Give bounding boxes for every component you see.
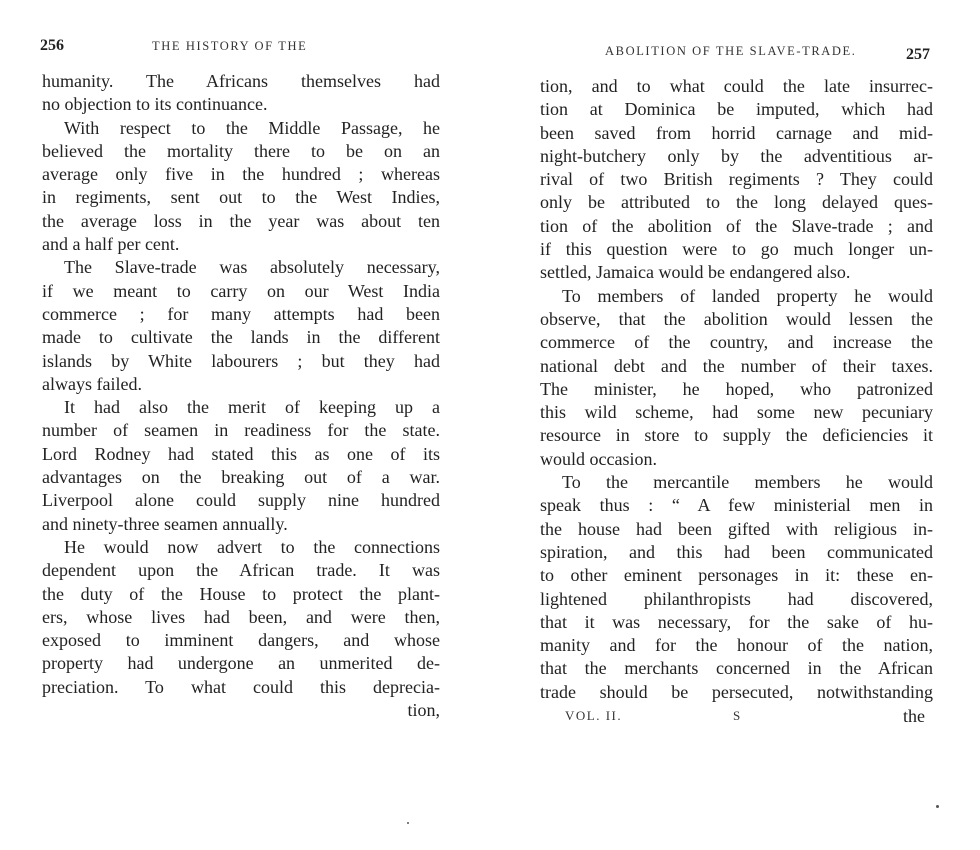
text-line: islands by White labourers ; but they had: [42, 350, 440, 371]
text-line: only be attributed to the long delayed ques-: [540, 192, 933, 213]
text-line: speak thus : “ A few ministerial men in: [540, 495, 933, 516]
text-line: that it was necessary, for the sake of hu-: [540, 611, 933, 632]
text-line: With respect to the Middle Passage, he: [64, 117, 440, 138]
text-line: settled, Jamaica would be endangered also.: [540, 262, 851, 283]
text-line: the house had been gifted with religious in-: [540, 518, 933, 539]
text-line: tion of the abolition of the Slave-trade ; and: [540, 215, 933, 236]
right-running-head: ABOLITION OF THE SLAVE-TRADE.: [605, 44, 857, 58]
left-page-number: 256: [40, 37, 64, 54]
text-line: advantages on the breaking out of a war.: [42, 467, 440, 488]
right-page: [490, 0, 980, 850]
text-line: The minister, he hoped, who patronized: [540, 378, 933, 399]
text-line: been saved from horrid carnage and mid-: [540, 122, 933, 143]
text-line: national debt and the number of their taxes.: [540, 355, 933, 376]
text-line: that the merchants concerned in the African: [540, 658, 933, 679]
text-line: rival of two British regiments ? They could: [540, 169, 933, 190]
text-line: Liverpool alone could supply nine hundred: [42, 490, 440, 511]
text-line: observe, that the abolition would lessen the: [540, 308, 933, 329]
text-line: average only five in the hundred ; whereas: [42, 164, 440, 185]
text-line: ers, whose lives had been, and were then,: [42, 606, 440, 627]
text-line: It had also the merit of keeping up a: [64, 397, 440, 418]
text-line: believed the mortality there to be on an: [42, 140, 440, 161]
paper-speck: [936, 805, 939, 808]
text-line: in regiments, sent out to the West Indies,: [42, 187, 440, 208]
text-line: to other eminent personages in it: these en-: [540, 565, 933, 586]
text-line: this wild scheme, had some new pecuniary: [540, 402, 933, 423]
text-line: lightened philanthropists had discovered,: [540, 588, 933, 609]
text-line: if we meant to carry on our West India: [42, 280, 440, 301]
text-line: manity and for the honour of the nation,: [540, 635, 933, 656]
text-line: humanity. The Africans themselves had: [42, 71, 440, 91]
text-line: exposed to imminent dangers, and whose: [42, 630, 440, 651]
left-running-head: THE HISTORY OF THE: [152, 39, 308, 53]
text-line: and a half per cent.: [42, 234, 180, 255]
text-line: always failed.: [42, 373, 142, 394]
text-line: spiration, and this had been communicated: [540, 541, 933, 562]
signature-mark-volume: VOL. II.: [565, 708, 623, 723]
text-line: number of seamen in readiness for the state.: [42, 420, 440, 441]
text-line: and ninety-three seamen annually.: [42, 513, 288, 534]
signature-mark: S: [733, 708, 742, 723]
right-body-text: [540, 75, 933, 704]
text-line: dependent upon the African trade. It was: [42, 560, 440, 581]
text-line: the duty of the House to protect the plant-: [42, 583, 440, 604]
text-line: commerce of the country, and increase the: [540, 332, 933, 353]
text-line: trade should be persecuted, notwithstanding: [540, 681, 933, 702]
text-line: He would now advert to the connections: [64, 536, 440, 557]
right-page-number: 257: [906, 46, 930, 63]
text-line: made to cultivate the lands in the different: [42, 327, 440, 348]
text-line: resource in store to supply the deficiencies it: [540, 425, 933, 446]
left-body-text: [42, 70, 440, 722]
text-line: To members of landed property he would: [562, 285, 933, 306]
text-line: tion, and to what could the late insurrec-: [540, 76, 933, 96]
paper-speck: [407, 822, 409, 824]
text-line: preciation. To what could this deprecia-: [42, 676, 440, 697]
text-line: To the mercantile members he would: [562, 472, 933, 493]
text-line: would occasion.: [540, 448, 657, 469]
text-line: The Slave-trade was absolutely necessary,: [64, 257, 440, 278]
text-line: the average loss in the year was about ten: [42, 210, 440, 231]
text-line: Lord Rodney had stated this as one of its: [42, 443, 440, 464]
text-line: no objection to its continuance.: [42, 94, 268, 115]
text-line: tion at Dominica be imputed, which had: [540, 99, 933, 120]
text-line: if this question were to go much longer un-: [540, 239, 933, 260]
text-line: commerce ; for many attempts had been: [42, 303, 440, 324]
catchword-line: tion,: [407, 700, 440, 721]
text-line: night-butchery only by the adventitious ar-: [540, 145, 933, 166]
catchword: the: [903, 706, 925, 726]
text-line: property had undergone an unmerited de-: [42, 653, 440, 674]
